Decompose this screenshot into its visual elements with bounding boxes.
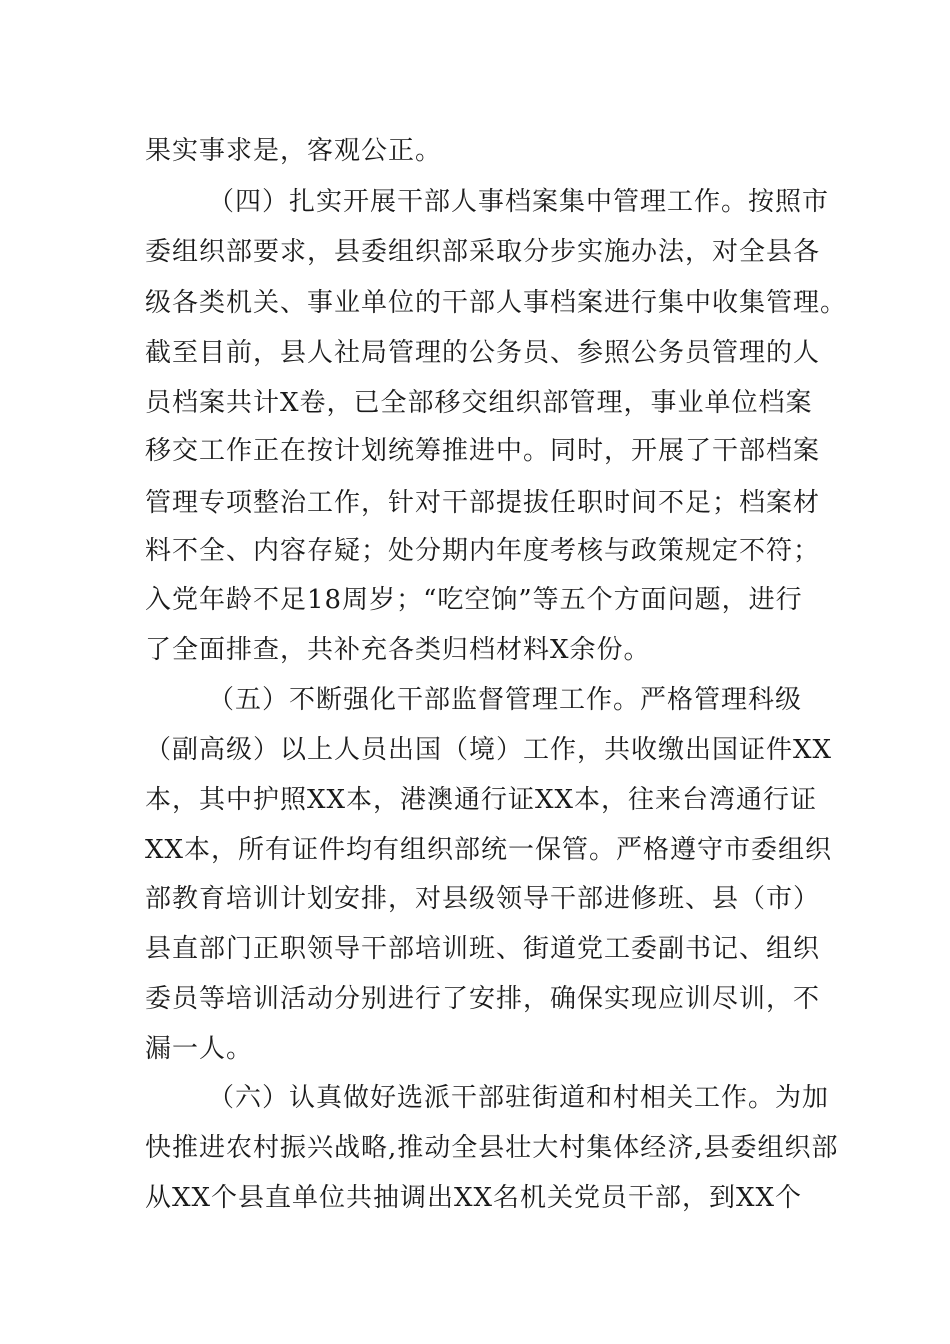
body-line: 从XX个县直单位共抽调出XX名机关党员干部，到XX个 [145,1183,803,1213]
section-heading-6: （六）认真做好选派干部驻街道和村相关工作。为加 [208,1083,830,1113]
body-line: 截至目前，县人社局管理的公务员、参照公务员管理的人 [145,338,821,368]
body-line: 快推进农村振兴战略,推动全县壮大村集体经济,县委组织部 [145,1133,839,1163]
body-line: 本，其中护照XX本，港澳通行证XX本，往来台湾通行证 [145,785,818,815]
body-line: 委员等培训活动分别进行了安排，确保实现应训尽训，不 [145,984,821,1014]
section-heading-4: （四）扎实开展干部人事档案集中管理工作。按照市 [208,187,830,217]
body-line: 级各类机关、事业单位的干部人事档案进行集中收集管理。 [145,288,848,318]
body-line: 料不全、内容存疑；处分期内年度考核与政策规定不符； [145,536,821,566]
body-line: 了全面排查，共补充各类归档材料X余份。 [145,635,651,665]
body-line: 管理专项整治工作，针对干部提拔任职时间不足；档案材 [145,488,821,518]
body-line: 员档案共计X卷，已全部移交组织部管理，事业单位档案 [145,388,813,418]
body-line: （副高级）以上人员出国（境）工作，共收缴出国证件XX [145,735,833,765]
body-line: 果实事求是，客观公正。 [145,136,443,166]
body-line: 县直部门正职领导干部培训班、街道党工委副书记、组织 [145,934,821,964]
body-line: 移交工作正在按计划统筹推进中。同时，开展了干部档案 [145,436,821,466]
body-line: 部教育培训计划安排，对县级领导干部进修班、县（市） [145,884,821,914]
body-line: 委组织部要求，县委组织部采取分步实施办法，对全县各 [145,237,821,267]
body-line: 入党年龄不足18周岁；“吃空饷”等五个方面问题，进行 [145,585,803,615]
body-line: 漏一人。 [145,1034,254,1064]
section-heading-5: （五）不断强化干部监督管理工作。严格管理科级 [208,685,803,715]
body-line: XX本，所有证件均有组织部统一保管。严格遵守市委组织 [145,835,833,865]
